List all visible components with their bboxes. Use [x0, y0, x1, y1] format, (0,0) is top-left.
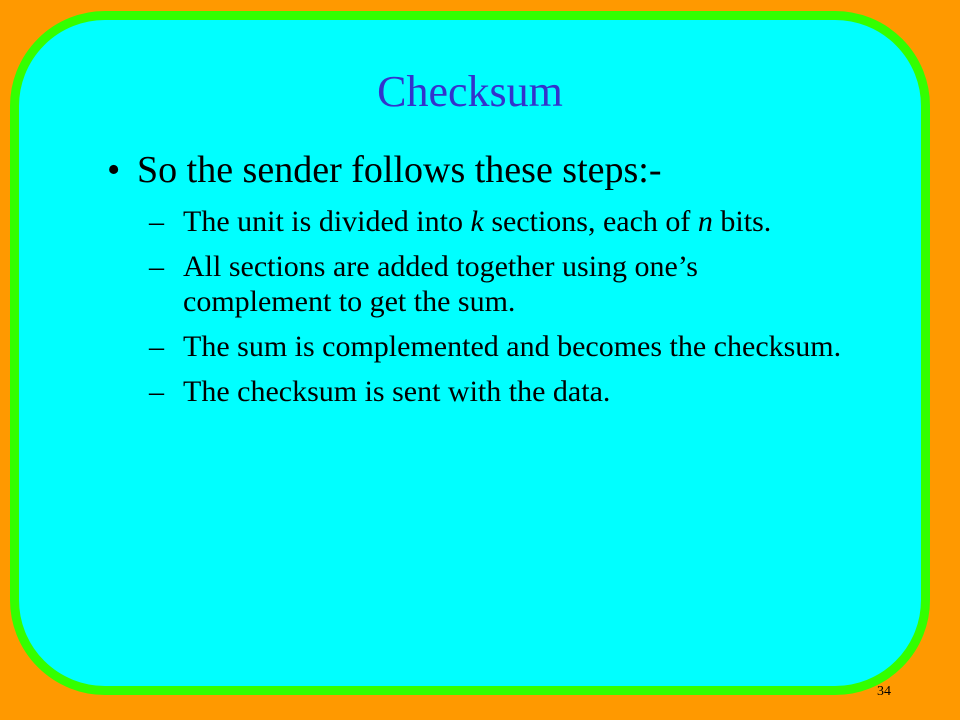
main-bullet-text: So the sender follows these steps:-: [137, 149, 662, 191]
step-text-part: The sum is complemented and becomes the checksum.: [183, 330, 842, 363]
step-variable: n: [697, 205, 713, 238]
bullet-icon: •: [107, 149, 121, 191]
dash-icon: –: [149, 250, 164, 283]
step-text-part: sections, each of: [483, 205, 698, 238]
step-text-part: The checksum is sent with the data.: [183, 375, 611, 408]
step-text-part: All sections are added together using one’s complement to get the sum.: [183, 250, 698, 318]
dash-icon: –: [149, 330, 164, 363]
step-item: [149, 329, 849, 364]
dash-icon: –: [149, 205, 164, 238]
step-text-part: bits.: [712, 205, 772, 238]
page-number: 34: [877, 684, 891, 699]
dash-icon: –: [149, 375, 164, 408]
slide-title: Checksum: [377, 67, 563, 116]
step-text: [183, 205, 771, 238]
step-text-part: The unit is divided into: [183, 205, 471, 238]
step-text: [183, 250, 698, 318]
step-text: [183, 375, 610, 408]
step-item: [149, 249, 849, 319]
step-text: [183, 330, 841, 363]
step-item: [149, 204, 849, 239]
main-bullet: [107, 148, 662, 192]
steps-list: [149, 204, 849, 419]
step-item: [149, 374, 849, 409]
slide-panel: [10, 11, 930, 699]
step-variable: k: [470, 205, 484, 238]
